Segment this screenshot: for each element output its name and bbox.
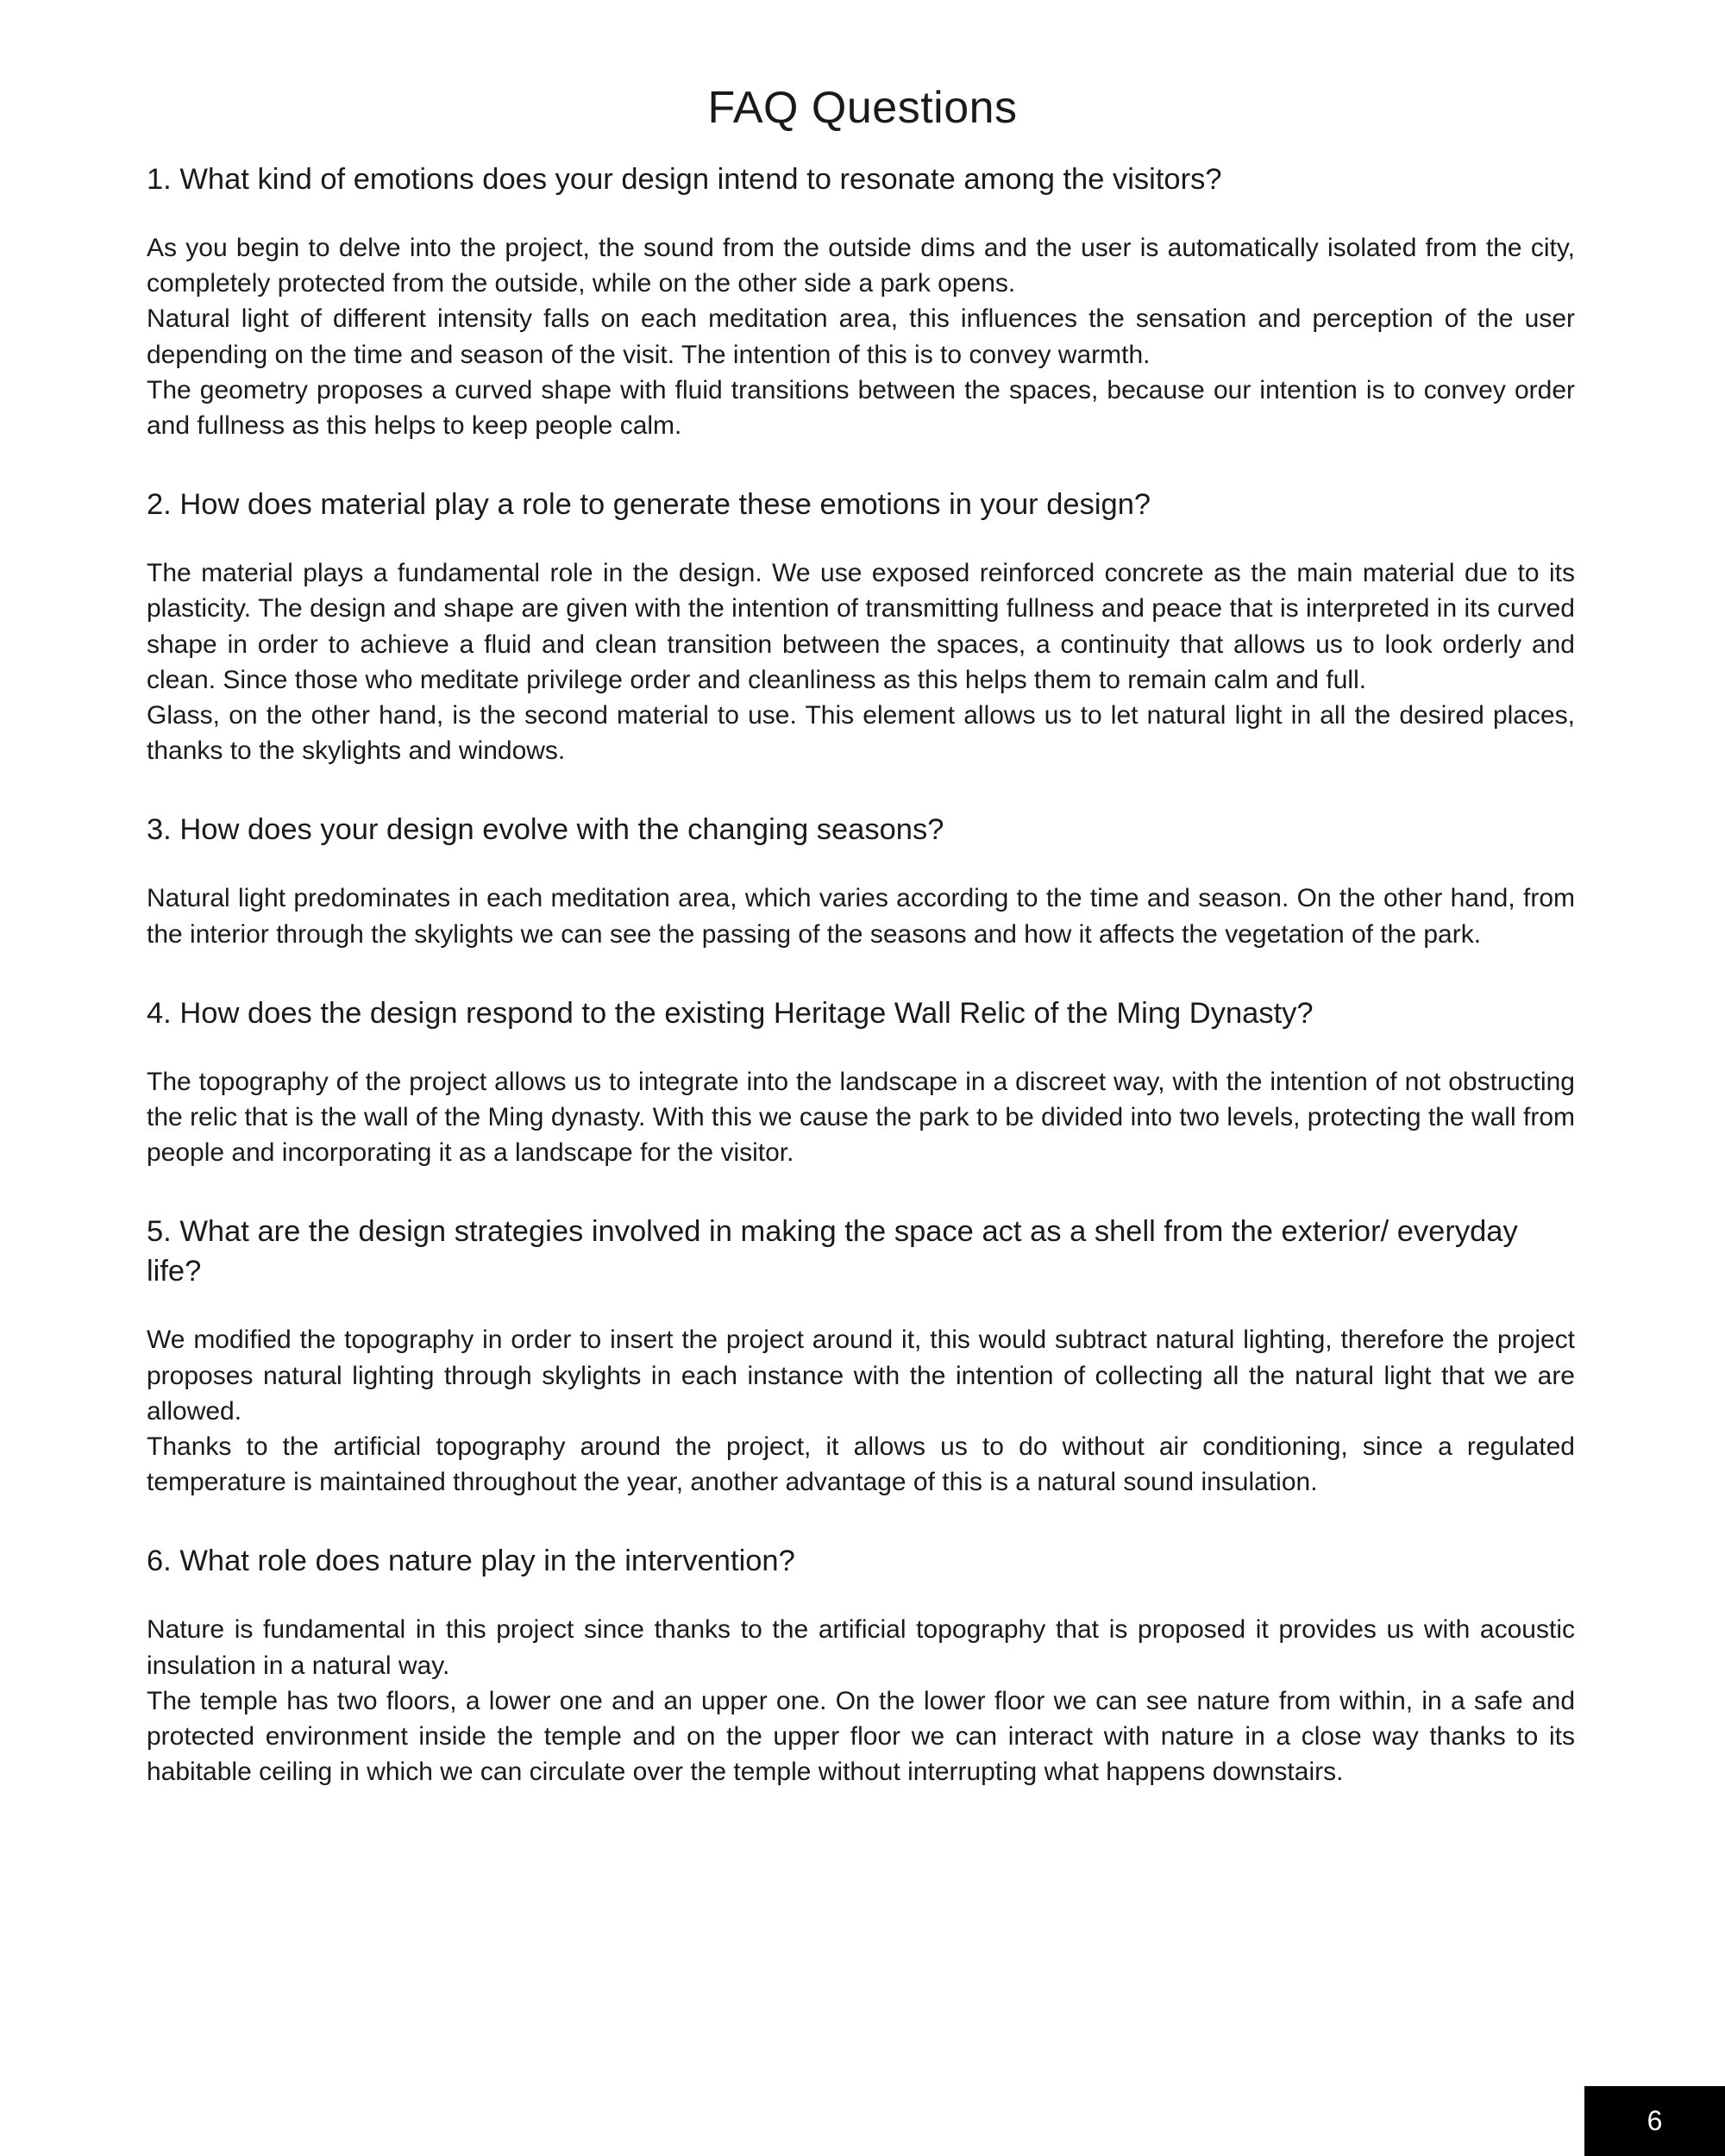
answer-paragraph: The topography of the project allows us to integrate into the landscape in a discreet way, with the intention of not obstructing the relic that is the wall of the Ming dynasty. With this we cause the park to be divided into two levels, protecting the wall from people and incorporating it as a landscape for the visitor. — [147, 1067, 1575, 1168]
faq-question: 4. How does the design respond to the existing Heritage Wall Relic of the Ming Dynasty? — [147, 996, 1314, 1030]
faq-answer — [147, 230, 1575, 443]
answer-paragraph: The material plays a fundamental role in the design. We use exposed reinforced concrete as the main material due to its plasticity. The design and shape are given with the intention of transmitting fullness and peace that is interpreted in its curved shape in order to achieve a fluid and clean transition between the spaces, a continuity that allows us to look orderly and clean. Since those who meditate privilege order and cleanliness as this helps them to remain calm and full. — [147, 559, 1575, 694]
answer-paragraph: Natural light of different intensity falls on each meditation area, this influences the sensation and perception of the user depending on the time and season of the visit. The intention of this is to convey warmth. — [147, 304, 1575, 369]
faq-question: 6. What role does nature play in the intervention? — [147, 1545, 795, 1578]
faq-answer — [147, 881, 1575, 951]
faq-question: 2. How does material play a role to generate these emotions in your design? — [147, 488, 1151, 522]
answer-paragraph: Thanks to the artificial topography around the project, it allows us to do without air conditioning, since a regulated temperature is maintained throughout the year, another advantage of this is a natural sound insulation. — [147, 1432, 1575, 1497]
faq-question: 5. What are the design strategies involved in making the space act as a shell from the exterior/ everyday life? — [147, 1215, 1518, 1288]
page-number: 6 — [1584, 2086, 1725, 2156]
faq-item-5 — [147, 1212, 1575, 1500]
faq-item-6 — [147, 1541, 1575, 1789]
answer-paragraph: The geometry proposes a curved shape with fluid transitions between the spaces, because our intention is to convey order and fullness as this helps to keep people calm. — [147, 375, 1575, 441]
faq-item-2 — [147, 485, 1575, 768]
answer-paragraph: Glass, on the other hand, is the second material to use. This element allows us to let natural light in all the desired places, thanks to the skylights and windows. — [147, 701, 1575, 766]
answer-paragraph: Nature is fundamental in this project since thanks to the artificial topography that is proposed it provides us with acoustic insulation in a natural way. — [147, 1615, 1575, 1680]
answer-paragraph: Natural light predominates in each meditation area, which varies according to the time and season. On the other hand, from the interior through the skylights we can see the passing of the seasons and how it affects the vegetation of the park. — [147, 884, 1575, 949]
answer-paragraph: The temple has two floors, a lower one and an upper one. On the lower floor we can see nature from within, in a safe and protected environment inside the temple and on the upper floor we can interact with nature in a close way thanks to its habitable ceiling in which we can circulate over the temple without interrupting what happens downstairs. — [147, 1686, 1575, 1787]
answer-paragraph: As you begin to delve into the project, the sound from the outside dims and the user is automatically isolated from the city, completely protected from the outside, while on the other side a park opens. — [147, 234, 1575, 298]
faq-answer — [147, 1612, 1575, 1789]
faq-item-4 — [147, 993, 1575, 1171]
faq-list — [147, 160, 1575, 1831]
answer-paragraph: We modified the topography in order to insert the project around it, this would subtract natural lighting, therefore the project proposes natural lighting through skylights in each instance with the intention of collecting all the natural light that we are allowed. — [147, 1326, 1575, 1426]
faq-question: 1. What kind of emotions does your design intend to resonate among the visitors? — [147, 163, 1222, 196]
faq-answer — [147, 1064, 1575, 1171]
faq-item-3 — [147, 810, 1575, 951]
page-title: FAQ Questions — [707, 83, 1018, 133]
faq-answer — [147, 1322, 1575, 1500]
faq-item-1 — [147, 160, 1575, 443]
faq-question: 3. How does your design evolve with the changing seasons? — [147, 813, 944, 847]
faq-answer — [147, 555, 1575, 768]
